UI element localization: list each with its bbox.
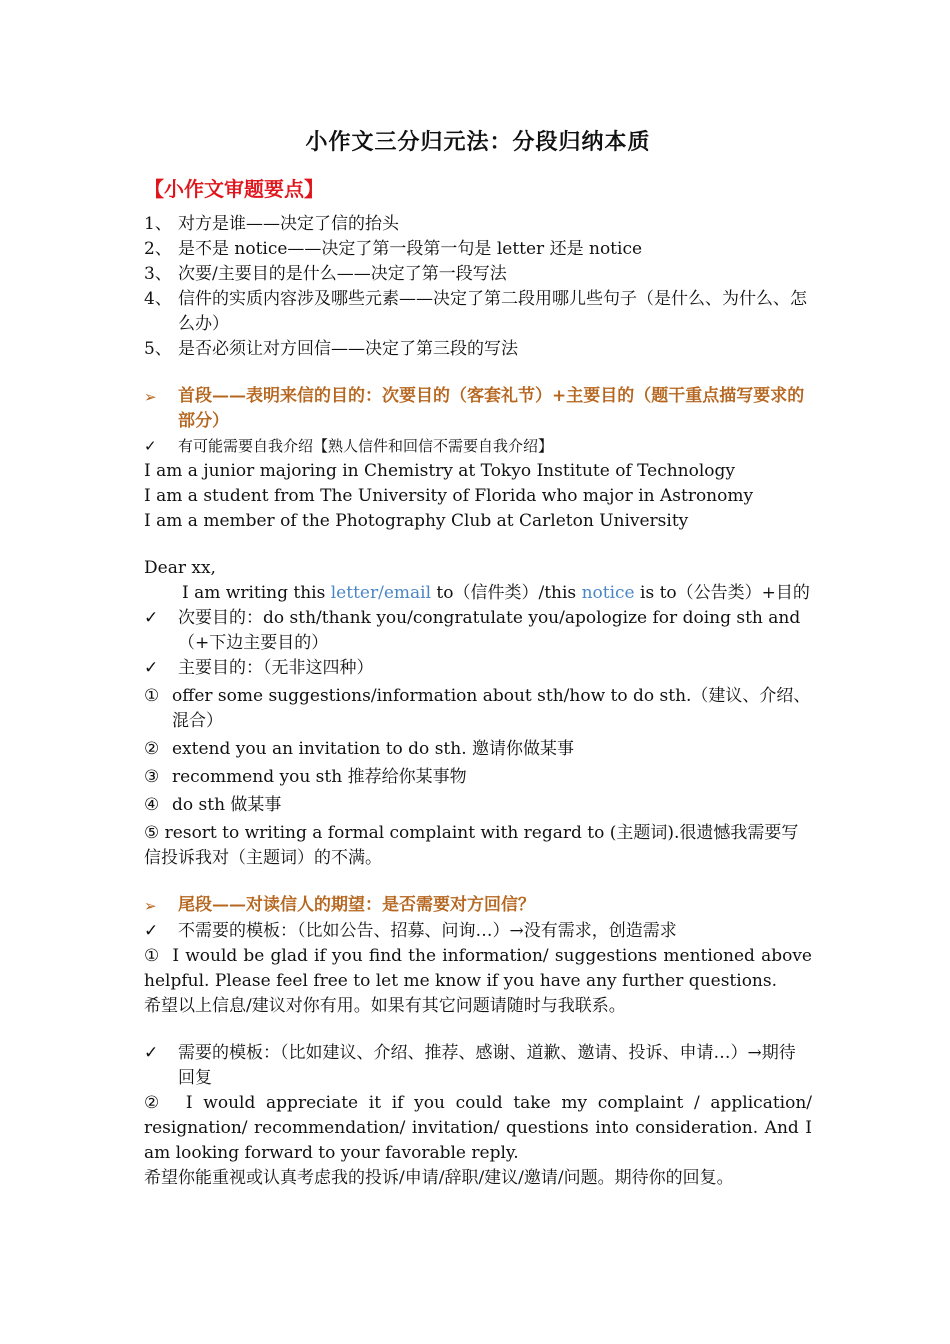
arrow-bullet-icon: ➢: [144, 897, 157, 915]
purpose-item: ③ recommend you sth 推荐给你某事物: [144, 767, 467, 787]
list-item: 5、 是否必须让对方回信——决定了第三段的写法: [144, 339, 518, 359]
check-icon: ✓: [144, 608, 159, 628]
purpose-item: ⑤ resort to writing a formal complaint with regard to (主题词).很遗憾我需要写信投诉我对（主题词）的不满。: [144, 823, 799, 868]
arrow-bullet-icon: ➢: [144, 388, 157, 406]
check-icon: ✓: [144, 437, 157, 455]
no-reply-english: ① I would be glad if you find the information/ suggestions mentioned above helpful. Please feel free to let me know if you have any further questions.: [144, 946, 812, 991]
self-intro-note: ✓ 有可能需要自我介绍【熟人信件和回信不需要自我介绍】: [144, 434, 812, 459]
list-item: 3、 次要/主要目的是什么——决定了第一段写法: [144, 264, 507, 284]
check-icon: ✓: [144, 658, 159, 678]
document-page: [144, 130, 812, 1191]
reply-chinese: 希望你能重视或认真考虑我的投诉/申请/辞职/建议/邀请/问题。期待你的回复。: [144, 1168, 734, 1188]
reply-english: ② I would appreciate it if you could take my complaint / application/ resignation/ recommendation/ invitation/ questions into consideration. And I am looking forward to your favorable reply.: [144, 1093, 813, 1163]
section-heading: 【小作文审题要点】: [144, 177, 324, 201]
intro-example: I am a student from The University of Florida who major in Astronomy: [144, 486, 754, 506]
opening-sentence: I am writing this letter/email to（信件类）/this notice is to（公告类）+目的: [182, 583, 810, 603]
reply-template-label: ✓ 需要的模板：（比如建议、介绍、推荐、感谢、道歉、邀请、投诉、申请…）→期待回复: [144, 1043, 796, 1088]
page-title: 小作文三分归元法：分段归纳本质: [305, 129, 651, 155]
purpose-item: ① offer some suggestions/information about sth/how to do sth.（建议、介绍、混合）: [144, 686, 811, 731]
no-reply-chinese: 希望以上信息/建议对你有用。如果有其它问题请随时与我联系。: [144, 996, 626, 1016]
list-item: 1、 对方是谁——决定了信的抬头: [144, 214, 399, 234]
key-points-list: [144, 212, 812, 362]
intro-example: I am a member of the Photography Club at Carleton University: [144, 511, 689, 531]
last-paragraph-heading: ➢ 尾段——对读信人的期望：是否需要对方回信？: [144, 893, 812, 919]
check-icon: ✓: [144, 921, 159, 941]
list-item: 2、 是不是 notice——决定了第一段第一句是 letter 还是 notice: [144, 239, 643, 259]
first-paragraph-heading: ➢ 首段——表明来信的目的：次要目的（客套礼节）+主要目的（题干重点描写要求的部分）: [144, 386, 805, 431]
salutation: Dear xx,: [144, 558, 216, 578]
list-item: 4、 信件的实质内容涉及哪些元素——决定了第二段用哪儿些句子（是什么、为什么、怎么办）: [144, 289, 807, 334]
purpose-item: ② extend you an invitation to do sth. 邀请你做某事: [144, 739, 575, 759]
check-icon: ✓: [144, 1043, 159, 1063]
intro-example: I am a junior majoring in Chemistry at Tokyo Institute of Technology: [144, 461, 736, 481]
primary-purpose: ✓ 主要目的：（无非这四种）: [144, 656, 812, 681]
purpose-item: ④ do sth 做某事: [144, 795, 282, 815]
secondary-purpose: ✓ 次要目的：do sth/thank you/congratulate you/apologize for doing sth and（+下边主要目的）: [144, 608, 801, 653]
no-reply-template-label: ✓ 不需要的模板：（比如公告、招募、问询…）→没有需求，创造需求: [144, 919, 812, 944]
